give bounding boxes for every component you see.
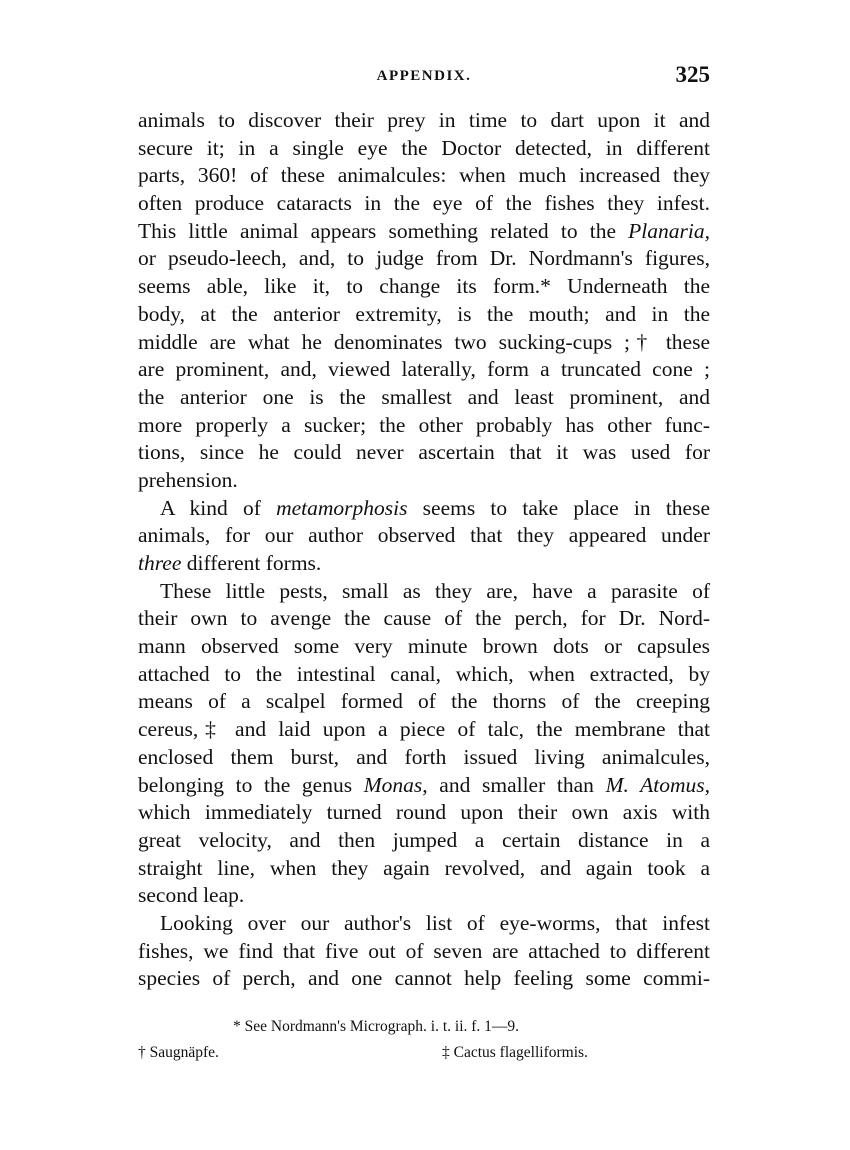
text-line: means of a scalpel formed of the thorns of the creeping: [138, 689, 710, 714]
paragraph: [138, 578, 710, 910]
text-line: fishes, we find that five out of seven are attached to different: [138, 938, 710, 963]
footnote-row: [138, 1040, 710, 1066]
page-header: [138, 62, 710, 92]
text-line: or pseudo-leech, and, to judge from Dr. Nordmann's figures,: [138, 246, 710, 271]
italic-term: M. Atomus,: [605, 772, 710, 797]
text-line: straight line, when they again revolved, and again took a: [138, 855, 710, 880]
text-line: animals to discover their prey in time to dart upon it and: [138, 108, 710, 132]
text-line: animals, for our author observed that they appeared under: [138, 523, 710, 548]
text-line: belonging to the genus Monas, and smaller than M. Atomus,: [138, 772, 710, 797]
text-line: seems able, like it, to change its form.* Underneath the: [138, 274, 710, 299]
footnote-row: [138, 1014, 710, 1040]
text-line: enclosed them burst, and forth issued living animalcules,: [138, 744, 710, 769]
paragraph: [138, 910, 710, 993]
text-line: middle are what he denominates two sucking-cups ;† these: [138, 329, 710, 354]
paragraph: [138, 107, 710, 495]
text-line: A kind of metamorphosis seems to take place in these: [160, 495, 710, 520]
text-line: the anterior one is the smallest and least prominent, and: [138, 384, 710, 409]
text-line: species of perch, and one cannot help feeling some commi-: [138, 966, 710, 991]
footnote-double-dagger: ‡ Cactus flagelliformis.: [442, 1044, 588, 1061]
italic-term: Monas: [363, 772, 423, 797]
text-line: tions, since he could never ascertain that it was used for: [138, 440, 710, 465]
text-line: These little pests, small as they are, have a parasite of: [160, 578, 710, 603]
italic-term: three: [138, 551, 182, 575]
text-line: their own to avenge the cause of the perch, for Dr. Nord-: [138, 606, 710, 631]
footnote-star: * See Nordmann's Micrograph. i. t. ii. f. 1—9.: [233, 1018, 520, 1035]
paragraph: [138, 495, 710, 578]
text-line: Looking over our author's list of eye-worms, that infest: [160, 910, 710, 935]
text-line: are prominent, and, viewed laterally, form a truncated cone ;: [138, 357, 710, 382]
italic-term: Planaria,: [628, 218, 710, 243]
running-title: APPENDIX.: [376, 68, 472, 84]
text-line: secure it; in a single eye the Doctor detected, in different: [138, 135, 710, 160]
text-line: parts, 360! of these animalcules: when much increased they: [138, 163, 710, 188]
italic-term: metamorphosis: [276, 495, 408, 520]
text-line: body, at the anterior extremity, is the mouth; and in the: [138, 301, 710, 326]
text-line: This little animal appears something related to the Planaria,: [138, 218, 710, 243]
text-line: second leap.: [138, 883, 245, 908]
footnote-dagger: † Saugnäpfe.: [138, 1044, 219, 1061]
text-line: attached to the intestinal canal, which, when extracted, by: [138, 661, 710, 686]
footnotes: [138, 1014, 710, 1066]
text-line: often produce cataracts in the eye of the fishes they infest.: [138, 191, 710, 216]
text-line: mann observed some very minute brown dots or capsules: [138, 634, 710, 659]
body-text: [138, 107, 710, 993]
text-line: cereus,‡ and laid upon a piece of talc, the membrane that: [138, 717, 710, 742]
page-number: 325: [675, 62, 710, 87]
text-line: three different forms.: [138, 551, 322, 575]
text-line: great velocity, and then jumped a certain distance in a: [138, 827, 710, 852]
text-line: which immediately turned round upon their own axis with: [138, 800, 710, 825]
text-line: prehension.: [138, 467, 238, 492]
text-line: more properly a sucker; the other probably has other func-: [138, 412, 710, 437]
